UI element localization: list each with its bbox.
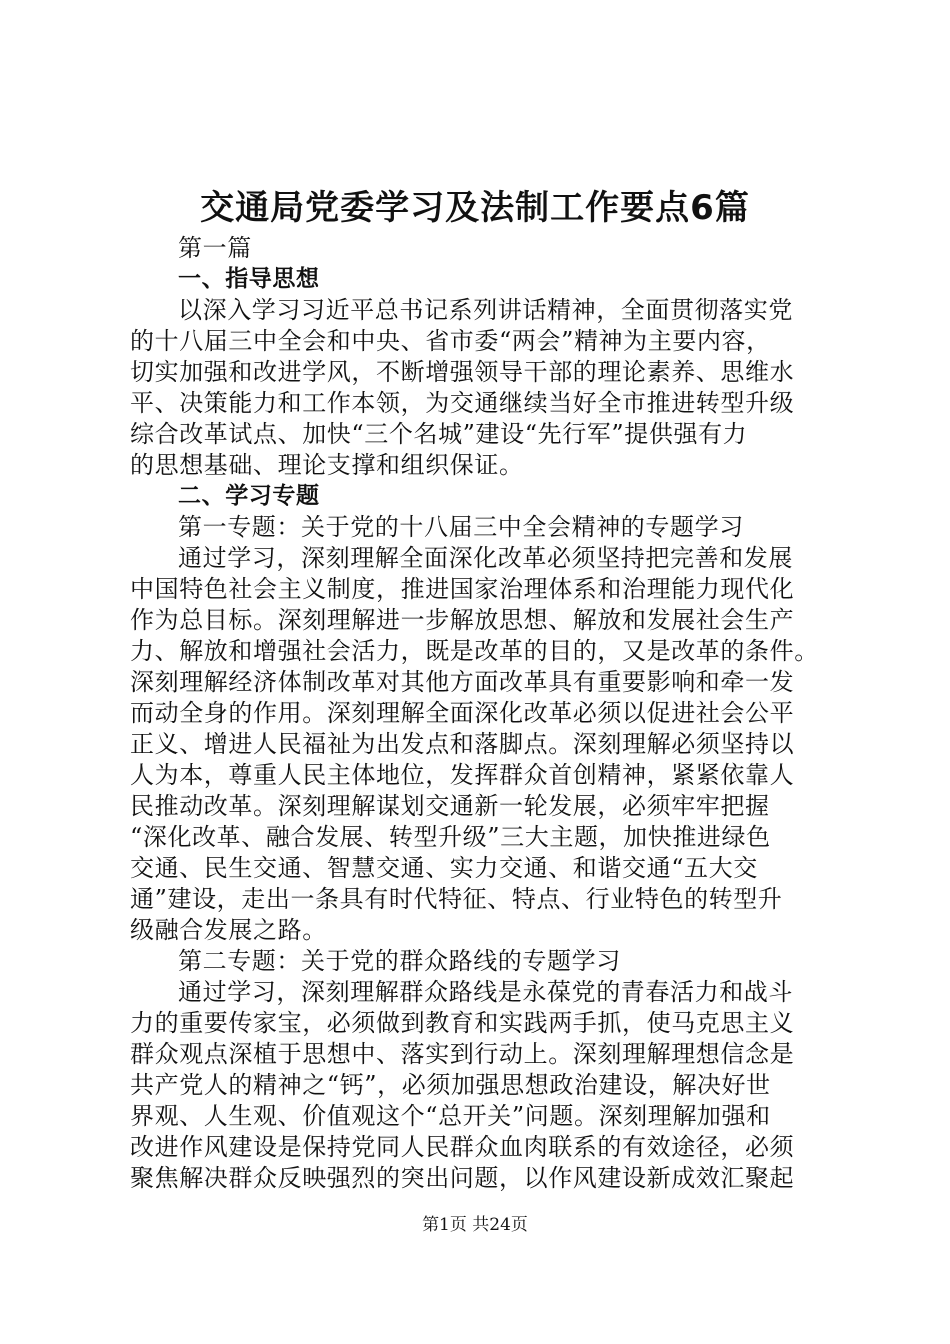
paragraph-line: 正义、增进人民福祉为出发点和落脚点。深刻理解必须坚持以 [130,730,795,758]
paragraph-line: 平、决策能力和工作本领，为交通继续当好全市推进转型升级 [130,389,795,417]
paragraph-line: 切实加强和改进学风，不断增强领导干部的理论素养、思维水 [130,358,795,386]
paragraph-line: 通”建设，走出一条具有时代特征、特点、行业特色的转型升 [130,885,783,913]
topic-heading-1: 第一专题：关于党的十八届三中全会精神的专题学习 [178,513,744,541]
paragraph-line: 人为本，尊重人民主体地位，发挥群众首创精神，紧紧依靠人 [130,761,795,789]
paragraph-line: 中国特色社会主义制度，推进国家治理体系和治理能力现代化 [130,575,795,603]
paragraph-line: 综合改革试点、加快“三个名城”建设“先行军”提供强有力 [130,420,748,448]
paragraph-line: 界观、人生观、价值观这个“总开关”问题。深刻理解加强和 [130,1102,771,1130]
heading-guiding-ideology: 一、指导思想 [178,266,320,292]
page-number-footer: 第1页 共24页 [422,1215,528,1235]
paragraph-line: 群众观点深植于思想中、落实到行动上。深刻理解理想信念是 [130,1040,795,1068]
paragraph-line: 作为总目标。深刻理解进一步解放思想、解放和发展社会生产 [130,606,795,634]
document-title: 交通局党委学习及法制工作要点6篇 [200,188,750,228]
section-label: 第一篇 [178,234,252,262]
paragraph-line: 以深入学习习近平总书记系列讲话精神，全面贯彻落实党 [178,296,793,324]
document-body [130,233,830,1194]
paragraph-line: 深刻理解经济体制改革对其他方面改革具有重要影响和牵一发 [130,668,795,696]
topic-heading-2: 第二专题：关于党的群众路线的专题学习 [178,947,621,975]
paragraph-line: “深化改革、融合发展、转型升级”三大主题，加快推进绿色 [130,823,771,851]
paragraph-line: 交通、民生交通、智慧交通、实力交通、和谐交通“五大交 [130,854,758,882]
paragraph-line: 的思想基础、理论支撑和组织保证。 [130,451,524,479]
paragraph-line: 而动全身的作用。深刻理解全面深化改革必须以促进社会公平 [130,699,795,727]
paragraph-line: 的十八届三中全会和中央、省市委“两会”精神为主要内容， [130,327,771,355]
paragraph-line: 力的重要传家宝，必须做到教育和实践两手抓，使马克思主义 [130,1009,795,1037]
paragraph-line: 通过学习，深刻理解群众路线是永葆党的青春活力和战斗 [178,978,793,1006]
paragraph-line: 力、解放和增强社会活力，既是改革的目的，又是改革的条件。 [130,637,819,665]
paragraph-line: 级融合发展之路。 [130,916,327,944]
paragraph-line: 改进作风建设是保持党同人民群众血肉联系的有效途径，必须 [130,1133,795,1161]
heading-study-topics: 二、学习专题 [178,483,320,509]
paragraph-line: 聚焦解决群众反映强烈的突出问题，以作风建设新成效汇聚起 [130,1164,795,1192]
paragraph-line: 共产党人的精神之“钙”，必须加强思想政治建设，解决好世 [130,1071,771,1099]
paragraph-line: 通过学习，深刻理解全面深化改革必须坚持把完善和发展 [178,544,793,572]
paragraph-line: 民推动改革。深刻理解谋划交通新一轮发展，必须牢牢把握 [130,792,770,820]
